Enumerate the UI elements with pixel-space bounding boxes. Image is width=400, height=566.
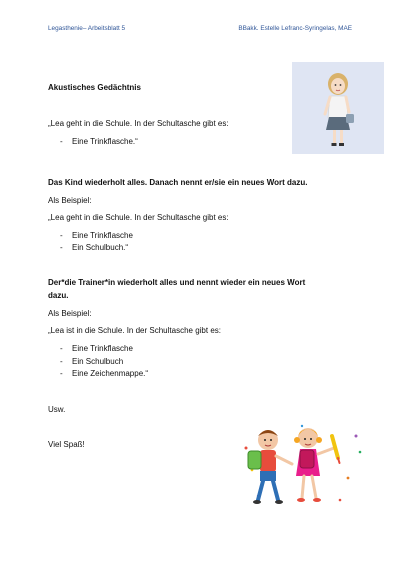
section2-example-label: Als Beispiel: [48, 196, 92, 205]
page-header [48, 25, 352, 32]
list-item-text: Ein Schulbuch [72, 357, 124, 366]
list-item-text: Eine Zeichenmappe.“ [72, 369, 149, 378]
section3-intro: „Lea ist in die Schule. In der Schultasche gibt es: [48, 326, 221, 335]
school-kids-illustration [238, 418, 364, 514]
list-item-text: Eine Trinkflasche.“ [72, 137, 138, 146]
section3-title-line1: Der*die Trainer*in wiederholt alles und nennt wieder ein neues Wort [48, 278, 306, 287]
fun-text: Viel Spaß! [48, 440, 85, 449]
header-right: BBakk. Estelle Lefranc-Syringelas, MAE [238, 25, 352, 32]
list-item-text: Eine Trinkflasche [72, 231, 133, 240]
list-item-text: Eine Trinkflasche [72, 344, 133, 353]
usw-text: Usw. [48, 405, 66, 414]
list-item-text: Ein Schulbuch.“ [72, 243, 129, 252]
section3-example-label: Als Beispiel: [48, 309, 92, 318]
bullet: - [60, 137, 63, 146]
section2-intro: „Lea geht in die Schule. In der Schultasche gibt es: [48, 213, 229, 222]
header-left: Legasthenie– Arbeitsblatt 5 [48, 25, 126, 32]
bullet: - [60, 243, 63, 252]
bullet: - [60, 357, 63, 366]
bullet: - [60, 231, 63, 240]
section2-title: Das Kind wiederholt alles. Danach nennt er/sie ein neues Wort dazu. [48, 178, 308, 187]
bullet: - [60, 344, 63, 353]
bullet: - [60, 369, 63, 378]
section1-intro: „Lea geht in die Schule. In der Schultasche gibt es: [48, 119, 229, 128]
girl-illustration [292, 62, 384, 154]
section1-title: Akustisches Gedächtnis [48, 83, 141, 92]
section3-title-line2: dazu. [48, 291, 69, 300]
